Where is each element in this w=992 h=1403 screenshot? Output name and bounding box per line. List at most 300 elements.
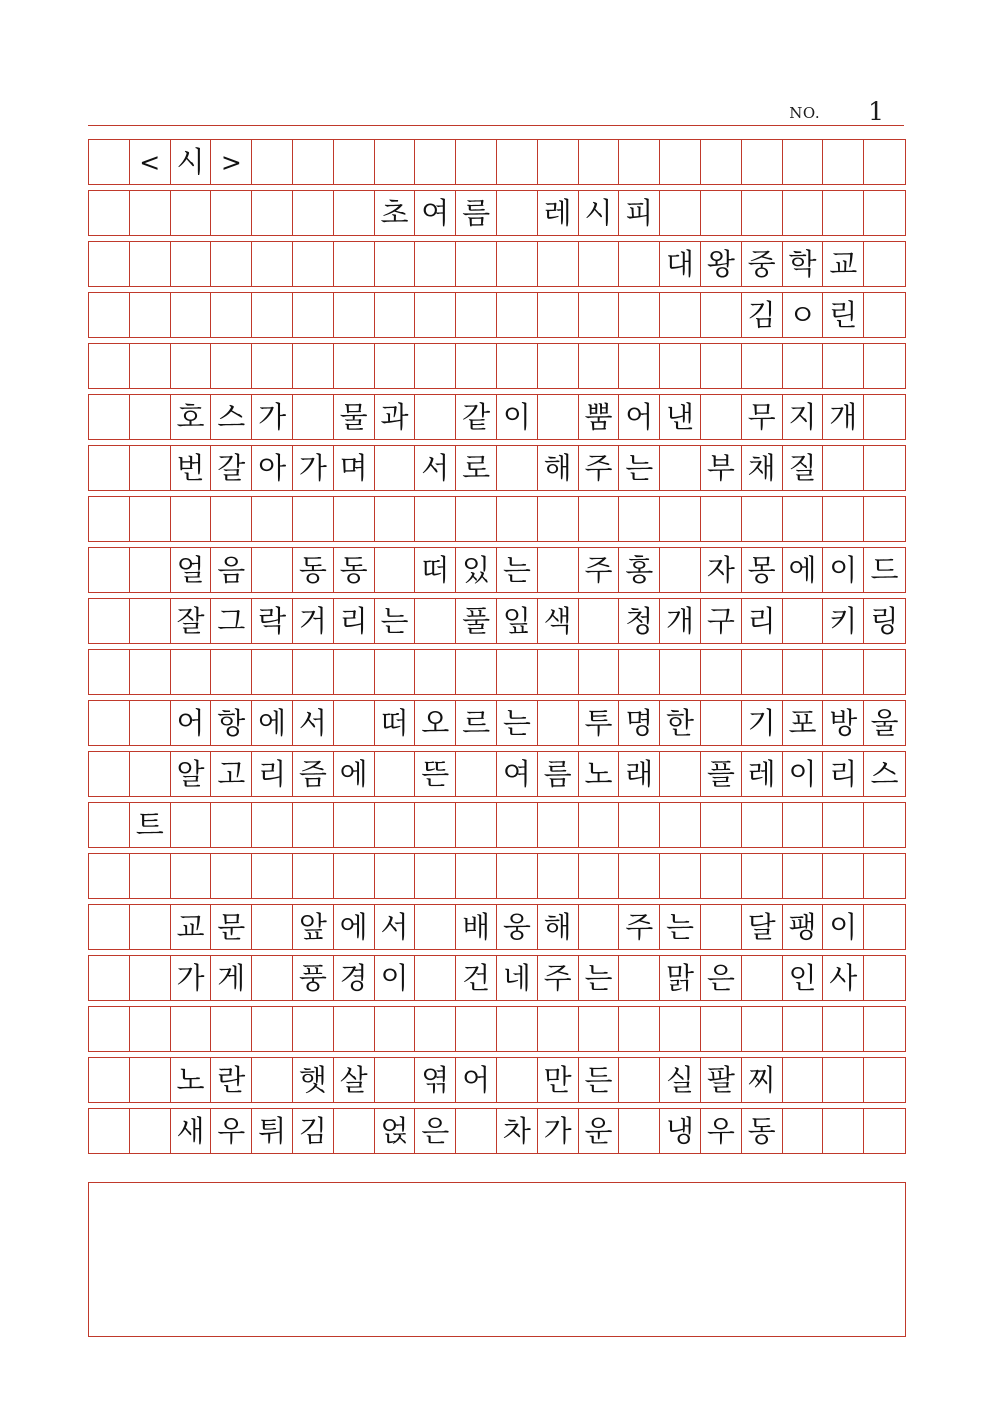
- grid-cell[interactable]: [415, 854, 456, 898]
- grid-cell[interactable]: 이: [783, 752, 824, 796]
- grid-cell[interactable]: 대: [660, 242, 701, 286]
- grid-cell[interactable]: [293, 293, 334, 337]
- grid-cell[interactable]: [211, 344, 252, 388]
- grid-cell[interactable]: 있: [456, 548, 497, 592]
- grid-cell[interactable]: [293, 854, 334, 898]
- grid-cell[interactable]: [89, 1109, 130, 1153]
- grid-cell[interactable]: [742, 1007, 783, 1051]
- grid-cell[interactable]: [538, 650, 579, 694]
- grid-cell[interactable]: 이: [375, 956, 416, 1000]
- grid-cell[interactable]: [579, 293, 620, 337]
- grid-cell[interactable]: [211, 293, 252, 337]
- grid-cell[interactable]: [864, 242, 905, 286]
- grid-cell[interactable]: [89, 446, 130, 490]
- grid-cell[interactable]: [456, 140, 497, 184]
- grid-cell[interactable]: [619, 293, 660, 337]
- grid-cell[interactable]: [823, 497, 864, 541]
- grid-cell[interactable]: [375, 446, 416, 490]
- grid-cell[interactable]: [252, 191, 293, 235]
- grid-cell[interactable]: [660, 1007, 701, 1051]
- grid-cell[interactable]: [130, 650, 171, 694]
- grid-cell[interactable]: [538, 701, 579, 745]
- grid-cell[interactable]: [619, 140, 660, 184]
- grid-cell[interactable]: 낸: [660, 395, 701, 439]
- grid-cell[interactable]: 는: [579, 956, 620, 1000]
- grid-cell[interactable]: [660, 293, 701, 337]
- grid-cell[interactable]: [334, 242, 375, 286]
- grid-cell[interactable]: [742, 344, 783, 388]
- grid-cell[interactable]: [660, 548, 701, 592]
- grid-cell[interactable]: [864, 140, 905, 184]
- grid-cell[interactable]: [130, 191, 171, 235]
- grid-cell[interactable]: 풀: [456, 599, 497, 643]
- grid-cell[interactable]: [456, 242, 497, 286]
- grid-cell[interactable]: 노: [171, 1058, 212, 1102]
- grid-cell[interactable]: [89, 344, 130, 388]
- grid-cell[interactable]: [375, 1058, 416, 1102]
- grid-cell[interactable]: 플: [701, 752, 742, 796]
- grid-cell[interactable]: 새: [171, 1109, 212, 1153]
- grid-cell[interactable]: 지: [783, 395, 824, 439]
- grid-cell[interactable]: [701, 905, 742, 949]
- grid-cell[interactable]: [864, 293, 905, 337]
- grid-cell[interactable]: 문: [211, 905, 252, 949]
- grid-cell[interactable]: 몽: [742, 548, 783, 592]
- grid-cell[interactable]: [89, 599, 130, 643]
- grid-cell[interactable]: 여: [497, 752, 538, 796]
- grid-cell[interactable]: [823, 344, 864, 388]
- grid-cell[interactable]: [579, 905, 620, 949]
- grid-cell[interactable]: [701, 854, 742, 898]
- grid-cell[interactable]: 맑: [660, 956, 701, 1000]
- grid-cell[interactable]: 리: [742, 599, 783, 643]
- grid-cell[interactable]: [538, 242, 579, 286]
- grid-cell[interactable]: [701, 395, 742, 439]
- grid-cell[interactable]: 명: [619, 701, 660, 745]
- grid-cell[interactable]: 만: [538, 1058, 579, 1102]
- grid-cell[interactable]: [497, 140, 538, 184]
- grid-cell[interactable]: 해: [538, 446, 579, 490]
- grid-cell[interactable]: 뿜: [579, 395, 620, 439]
- grid-cell[interactable]: [742, 497, 783, 541]
- grid-cell[interactable]: 가: [538, 1109, 579, 1153]
- grid-cell[interactable]: [171, 293, 212, 337]
- grid-cell[interactable]: [660, 140, 701, 184]
- grid-cell[interactable]: [456, 497, 497, 541]
- grid-cell[interactable]: 링: [870, 603, 899, 638]
- grid-cell[interactable]: [823, 446, 864, 490]
- grid-cell[interactable]: [415, 344, 456, 388]
- grid-cell[interactable]: [783, 803, 824, 847]
- grid-cell[interactable]: [619, 956, 660, 1000]
- grid-cell[interactable]: 는: [660, 905, 701, 949]
- grid-cell[interactable]: [415, 905, 456, 949]
- grid-cell[interactable]: 개: [823, 395, 864, 439]
- grid-cell[interactable]: 름: [538, 752, 579, 796]
- grid-cell[interactable]: [538, 854, 579, 898]
- grid-cell[interactable]: [334, 1109, 375, 1153]
- grid-cell[interactable]: 얹: [375, 1109, 416, 1153]
- grid-cell[interactable]: [89, 956, 130, 1000]
- grid-cell[interactable]: 트: [130, 803, 171, 847]
- grid-cell[interactable]: 방: [823, 701, 864, 745]
- grid-cell[interactable]: 기: [742, 701, 783, 745]
- grid-cell[interactable]: [701, 650, 742, 694]
- grid-cell[interactable]: [252, 1058, 293, 1102]
- grid-cell[interactable]: 자: [701, 548, 742, 592]
- grid-cell[interactable]: [619, 1007, 660, 1051]
- grid-cell[interactable]: [334, 293, 375, 337]
- grid-cell[interactable]: [619, 344, 660, 388]
- grid-cell[interactable]: [252, 905, 293, 949]
- grid-cell[interactable]: [456, 293, 497, 337]
- grid-cell[interactable]: 달: [742, 905, 783, 949]
- grid-cell[interactable]: [579, 599, 620, 643]
- grid-cell[interactable]: 동: [293, 548, 334, 592]
- grid-cell[interactable]: [538, 548, 579, 592]
- grid-cell[interactable]: 앞: [293, 905, 334, 949]
- grid-cell[interactable]: [89, 752, 130, 796]
- grid-cell[interactable]: [783, 191, 824, 235]
- grid-cell[interactable]: [864, 956, 905, 1000]
- grid-cell[interactable]: [619, 803, 660, 847]
- grid-cell[interactable]: [783, 599, 824, 643]
- grid-cell[interactable]: [130, 905, 171, 949]
- grid-cell[interactable]: [742, 803, 783, 847]
- grid-cell[interactable]: [701, 140, 742, 184]
- grid-cell[interactable]: 서: [375, 905, 416, 949]
- grid-cell[interactable]: [701, 293, 742, 337]
- grid-cell[interactable]: [783, 1007, 824, 1051]
- grid-cell[interactable]: 락: [252, 599, 293, 643]
- grid-cell[interactable]: [415, 599, 456, 643]
- grid-cell[interactable]: 채: [742, 446, 783, 490]
- grid-cell[interactable]: [130, 395, 171, 439]
- grid-cell[interactable]: [130, 599, 171, 643]
- grid-cell[interactable]: [823, 650, 864, 694]
- grid-cell[interactable]: [456, 752, 497, 796]
- grid-cell[interactable]: 리: [334, 599, 375, 643]
- grid-cell[interactable]: [293, 1007, 334, 1051]
- grid-cell[interactable]: 주: [619, 905, 660, 949]
- grid-cell[interactable]: 시: [579, 191, 620, 235]
- grid-cell[interactable]: 에: [334, 905, 375, 949]
- grid-cell[interactable]: 뜬: [415, 752, 456, 796]
- grid-cell[interactable]: 음: [211, 548, 252, 592]
- grid-cell[interactable]: 중: [742, 242, 783, 286]
- grid-cell[interactable]: 팽: [783, 905, 824, 949]
- grid-cell[interactable]: [171, 650, 212, 694]
- grid-cell[interactable]: <: [130, 140, 171, 184]
- grid-cell[interactable]: [456, 650, 497, 694]
- grid-cell[interactable]: [130, 1058, 171, 1102]
- grid-cell[interactable]: [538, 497, 579, 541]
- grid-cell[interactable]: [130, 956, 171, 1000]
- grid-cell[interactable]: 이: [497, 395, 538, 439]
- grid-cell[interactable]: [538, 344, 579, 388]
- grid-cell[interactable]: [89, 242, 130, 286]
- grid-cell[interactable]: 동: [334, 548, 375, 592]
- grid-cell[interactable]: [252, 344, 293, 388]
- grid-cell[interactable]: [864, 1109, 905, 1153]
- grid-cell[interactable]: [456, 803, 497, 847]
- grid-cell[interactable]: [334, 1007, 375, 1051]
- grid-cell[interactable]: [864, 803, 905, 847]
- grid-cell[interactable]: [497, 497, 538, 541]
- grid-cell[interactable]: 교: [171, 905, 212, 949]
- grid-cell[interactable]: [497, 446, 538, 490]
- grid-cell[interactable]: 색: [538, 599, 579, 643]
- grid-cell[interactable]: >: [211, 140, 252, 184]
- grid-cell[interactable]: [742, 140, 783, 184]
- grid-cell[interactable]: [864, 854, 905, 898]
- grid-cell[interactable]: 주: [579, 446, 620, 490]
- grid-cell[interactable]: 어: [171, 701, 212, 745]
- grid-cell[interactable]: [130, 497, 171, 541]
- grid-cell[interactable]: 초: [375, 191, 416, 235]
- grid-cell[interactable]: [742, 650, 783, 694]
- grid-cell[interactable]: [252, 242, 293, 286]
- grid-cell[interactable]: 우: [211, 1109, 252, 1153]
- grid-cell[interactable]: [415, 293, 456, 337]
- grid-cell[interactable]: [415, 140, 456, 184]
- grid-cell[interactable]: [375, 854, 416, 898]
- grid-cell[interactable]: [619, 497, 660, 541]
- grid-cell[interactable]: [742, 854, 783, 898]
- grid-cell[interactable]: [293, 242, 334, 286]
- grid-cell[interactable]: 동: [742, 1109, 783, 1153]
- grid-cell[interactable]: [864, 446, 905, 490]
- grid-cell[interactable]: 주: [579, 548, 620, 592]
- grid-cell[interactable]: [456, 1109, 497, 1153]
- grid-cell[interactable]: [375, 140, 416, 184]
- grid-cell[interactable]: [334, 497, 375, 541]
- grid-cell[interactable]: [89, 803, 130, 847]
- grid-cell[interactable]: [211, 242, 252, 286]
- grid-cell[interactable]: 레: [742, 752, 783, 796]
- grid-cell[interactable]: [293, 497, 334, 541]
- grid-cell[interactable]: [497, 191, 538, 235]
- grid-cell[interactable]: [130, 548, 171, 592]
- grid-cell[interactable]: 해: [538, 905, 579, 949]
- grid-cell[interactable]: [334, 701, 375, 745]
- grid-cell[interactable]: [130, 293, 171, 337]
- grid-cell[interactable]: [864, 497, 905, 541]
- grid-cell[interactable]: [211, 497, 252, 541]
- grid-cell[interactable]: [619, 854, 660, 898]
- grid-cell[interactable]: [415, 650, 456, 694]
- grid-cell[interactable]: [579, 344, 620, 388]
- grid-cell[interactable]: [823, 191, 864, 235]
- grid-cell[interactable]: 풍: [293, 956, 334, 1000]
- grid-cell[interactable]: [538, 293, 579, 337]
- grid-cell[interactable]: [701, 191, 742, 235]
- grid-cell[interactable]: 은: [701, 956, 742, 1000]
- grid-cell[interactable]: 인: [783, 956, 824, 1000]
- grid-cell[interactable]: [130, 1007, 171, 1051]
- grid-cell[interactable]: 가: [171, 956, 212, 1000]
- grid-cell[interactable]: 사: [823, 956, 864, 1000]
- grid-cell[interactable]: [538, 803, 579, 847]
- grid-cell[interactable]: [89, 548, 130, 592]
- grid-cell[interactable]: 는: [375, 599, 416, 643]
- grid-cell[interactable]: [864, 905, 905, 949]
- grid-cell[interactable]: [334, 854, 375, 898]
- grid-cell[interactable]: [497, 242, 538, 286]
- grid-cell[interactable]: 투: [579, 701, 620, 745]
- grid-cell[interactable]: 떠: [375, 701, 416, 745]
- grid-cell[interactable]: [130, 854, 171, 898]
- grid-cell[interactable]: [375, 497, 416, 541]
- grid-cell[interactable]: [171, 803, 212, 847]
- grid-cell[interactable]: 알: [171, 752, 212, 796]
- grid-cell[interactable]: 갈: [211, 446, 252, 490]
- grid-cell[interactable]: 피: [619, 191, 660, 235]
- grid-cell[interactable]: [538, 395, 579, 439]
- grid-cell[interactable]: ㅇ: [783, 293, 824, 337]
- grid-cell[interactable]: [701, 344, 742, 388]
- grid-cell[interactable]: [497, 803, 538, 847]
- grid-cell[interactable]: [783, 1109, 824, 1153]
- grid-cell[interactable]: 웅: [497, 905, 538, 949]
- grid-cell[interactable]: [334, 191, 375, 235]
- grid-cell[interactable]: [783, 344, 824, 388]
- grid-cell[interactable]: 개: [660, 599, 701, 643]
- grid-cell[interactable]: [89, 854, 130, 898]
- grid-cell[interactable]: [579, 242, 620, 286]
- grid-cell[interactable]: [252, 1007, 293, 1051]
- grid-cell[interactable]: 햇: [293, 1058, 334, 1102]
- grid-cell[interactable]: 는: [497, 701, 538, 745]
- grid-cell[interactable]: 건: [456, 956, 497, 1000]
- grid-cell[interactable]: [293, 395, 334, 439]
- grid-cell[interactable]: [89, 497, 130, 541]
- grid-cell[interactable]: 번: [171, 446, 212, 490]
- grid-cell[interactable]: [497, 854, 538, 898]
- grid-cell[interactable]: [89, 650, 130, 694]
- grid-cell[interactable]: 어: [619, 395, 660, 439]
- grid-cell[interactable]: [293, 344, 334, 388]
- grid-cell[interactable]: 떠: [415, 548, 456, 592]
- grid-cell[interactable]: [823, 1058, 864, 1102]
- grid-cell[interactable]: [375, 650, 416, 694]
- grid-cell[interactable]: 노: [579, 752, 620, 796]
- grid-cell[interactable]: [864, 650, 905, 694]
- grid-cell[interactable]: 거: [293, 599, 334, 643]
- grid-cell[interactable]: 고: [211, 752, 252, 796]
- grid-cell[interactable]: 왕: [701, 242, 742, 286]
- grid-cell[interactable]: 학: [783, 242, 824, 286]
- grid-cell[interactable]: [497, 344, 538, 388]
- grid-cell[interactable]: [89, 140, 130, 184]
- grid-cell[interactable]: 어: [456, 1058, 497, 1102]
- grid-cell[interactable]: [334, 650, 375, 694]
- grid-cell[interactable]: [89, 191, 130, 235]
- grid-cell[interactable]: 김: [742, 293, 783, 337]
- grid-cell[interactable]: 래: [619, 752, 660, 796]
- grid-cell[interactable]: [130, 1109, 171, 1153]
- grid-cell[interactable]: [293, 650, 334, 694]
- grid-cell[interactable]: [415, 803, 456, 847]
- grid-cell[interactable]: [742, 956, 783, 1000]
- grid-cell[interactable]: 린: [823, 293, 864, 337]
- grid-cell[interactable]: 무: [742, 395, 783, 439]
- grid-cell[interactable]: [701, 497, 742, 541]
- grid-cell[interactable]: [619, 1109, 660, 1153]
- grid-cell[interactable]: [823, 803, 864, 847]
- grid-cell[interactable]: [334, 803, 375, 847]
- grid-cell[interactable]: [252, 956, 293, 1000]
- grid-cell[interactable]: [130, 701, 171, 745]
- grid-cell[interactable]: 질: [783, 446, 824, 490]
- grid-cell[interactable]: [171, 854, 212, 898]
- grid-cell[interactable]: [89, 1058, 130, 1102]
- grid-cell[interactable]: [89, 395, 130, 439]
- grid-cell[interactable]: 찌: [742, 1058, 783, 1102]
- grid-cell[interactable]: [89, 905, 130, 949]
- grid-cell[interactable]: [171, 344, 212, 388]
- grid-cell[interactable]: 물: [334, 395, 375, 439]
- grid-cell[interactable]: [375, 344, 416, 388]
- grid-cell[interactable]: [701, 803, 742, 847]
- grid-cell[interactable]: 경: [334, 956, 375, 1000]
- grid-cell[interactable]: [293, 191, 334, 235]
- grid-cell[interactable]: 네: [497, 956, 538, 1000]
- grid-cell[interactable]: [538, 1007, 579, 1051]
- grid-cell[interactable]: [864, 1058, 905, 1102]
- grid-cell[interactable]: [211, 191, 252, 235]
- grid-cell[interactable]: 운: [579, 1109, 620, 1153]
- grid-cell[interactable]: [783, 854, 824, 898]
- grid-cell[interactable]: 는: [619, 446, 660, 490]
- grid-cell[interactable]: [497, 1058, 538, 1102]
- grid-cell[interactable]: [742, 191, 783, 235]
- grid-cell[interactable]: [130, 344, 171, 388]
- grid-cell[interactable]: 로: [456, 446, 497, 490]
- grid-cell[interactable]: 에: [334, 752, 375, 796]
- grid-cell[interactable]: [456, 854, 497, 898]
- grid-cell[interactable]: [415, 1007, 456, 1051]
- grid-cell[interactable]: [823, 1109, 864, 1153]
- notes-box[interactable]: [88, 1182, 906, 1337]
- grid-cell[interactable]: 울: [870, 705, 899, 740]
- grid-cell[interactable]: [171, 497, 212, 541]
- grid-cell[interactable]: 에: [252, 701, 293, 745]
- grid-cell[interactable]: [130, 752, 171, 796]
- grid-cell[interactable]: [334, 344, 375, 388]
- grid-cell[interactable]: [864, 395, 905, 439]
- grid-cell[interactable]: 여: [415, 191, 456, 235]
- grid-cell[interactable]: [701, 701, 742, 745]
- grid-cell[interactable]: [660, 191, 701, 235]
- grid-cell[interactable]: 냉: [660, 1109, 701, 1153]
- grid-cell[interactable]: 청: [619, 599, 660, 643]
- grid-cell[interactable]: [89, 293, 130, 337]
- grid-cell[interactable]: 배: [456, 905, 497, 949]
- grid-cell[interactable]: 우: [701, 1109, 742, 1153]
- grid-cell[interactable]: 드: [870, 552, 899, 587]
- grid-cell[interactable]: 이: [823, 905, 864, 949]
- grid-cell[interactable]: [89, 1007, 130, 1051]
- grid-cell[interactable]: [415, 242, 456, 286]
- grid-cell[interactable]: 잘: [171, 599, 212, 643]
- grid-cell[interactable]: [497, 293, 538, 337]
- grid-cell[interactable]: [334, 140, 375, 184]
- grid-cell[interactable]: [211, 650, 252, 694]
- grid-cell[interactable]: 든: [579, 1058, 620, 1102]
- grid-cell[interactable]: [211, 1007, 252, 1051]
- grid-cell[interactable]: [252, 497, 293, 541]
